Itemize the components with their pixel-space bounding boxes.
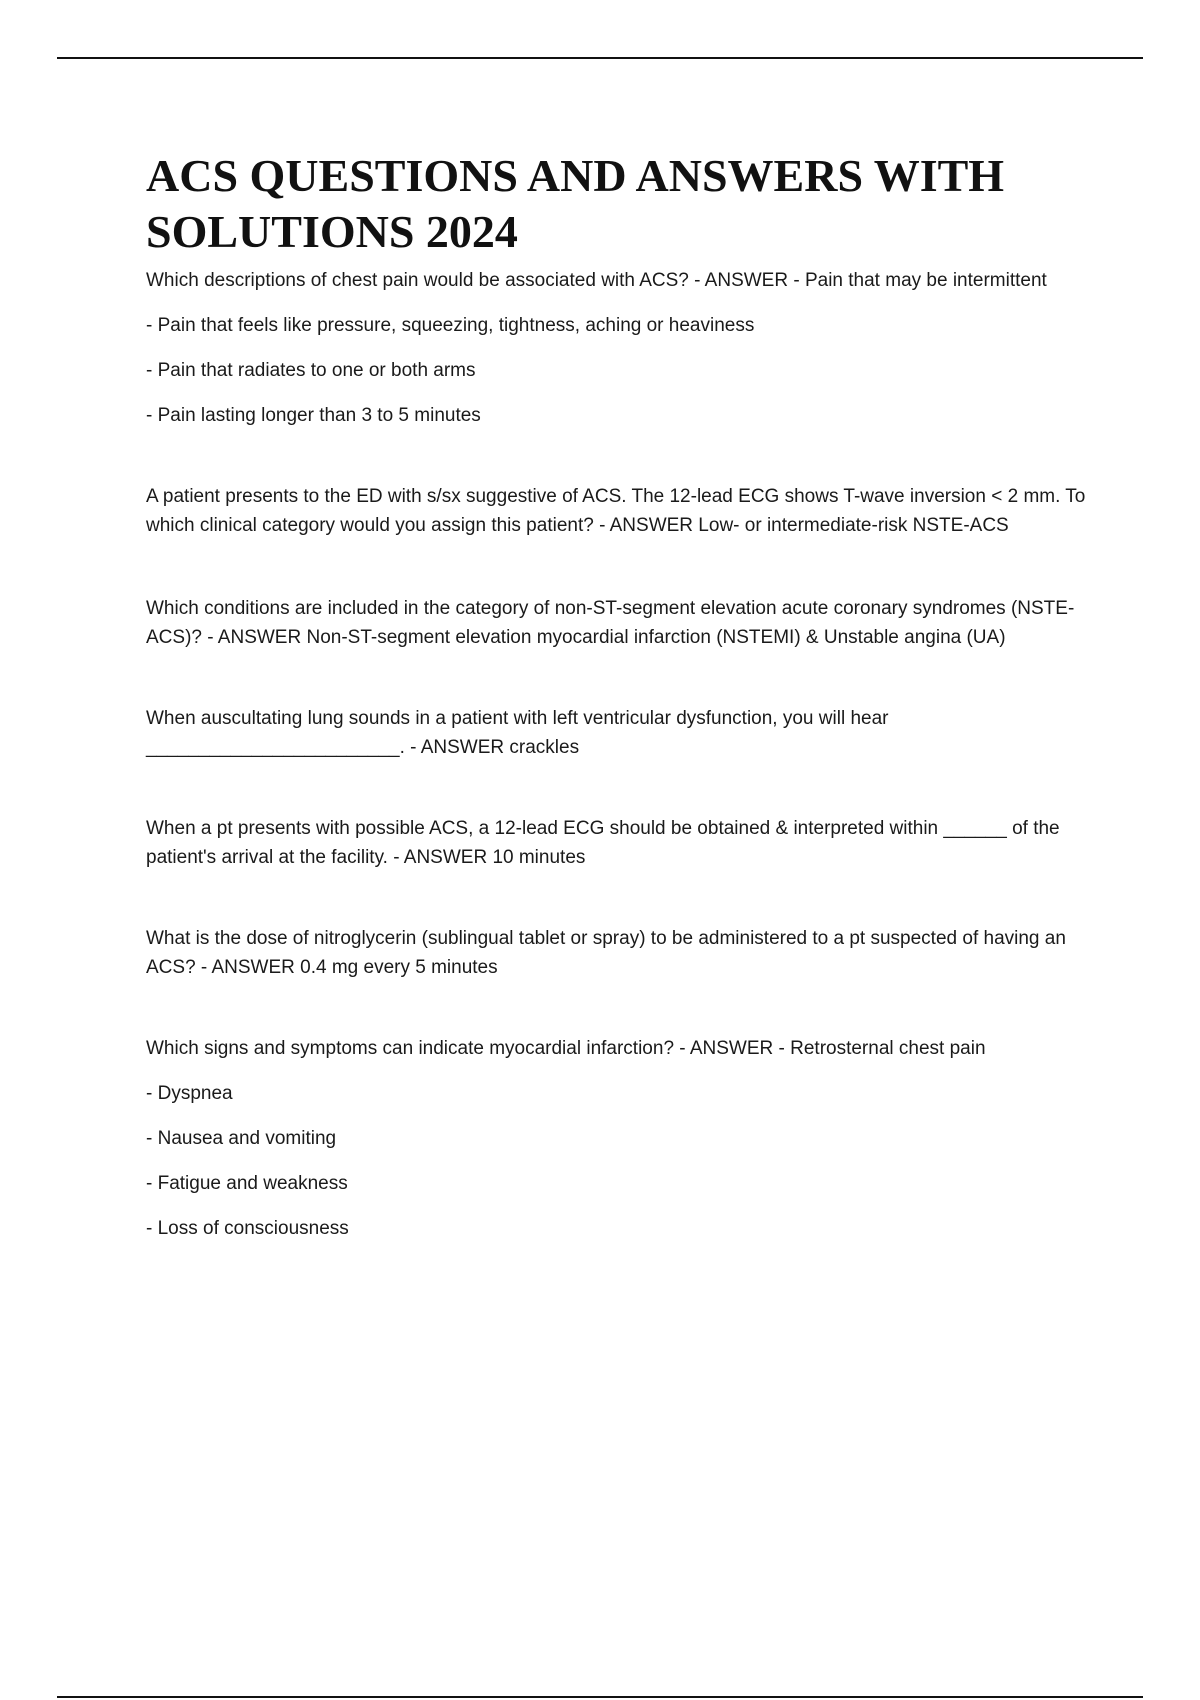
qa-item-4 xyxy=(146,704,1091,762)
qa-item-2 xyxy=(146,482,1091,540)
bottom-divider xyxy=(57,1696,1143,1698)
qa-text: A patient presents to the ED with s/sx suggestive of ACS. The 12-lead ECG shows T-wave inversion < 2 mm. To which clinical category would you assign this patient? - ANSWER Low- or intermediate-risk NSTE-ACS xyxy=(146,486,1086,536)
qa-item-1 xyxy=(146,266,1091,430)
qa-text: When a pt presents with possible ACS, a 12-lead ECG should be obtained & interpreted within ______ of the patient's arrival at the facility. - ANSWER 10 minutes xyxy=(146,818,1060,868)
qa-item-3 xyxy=(146,594,1091,652)
qa-item-6 xyxy=(146,924,1091,982)
document-title: ACS QUESTIONS AND ANSWERS WITH SOLUTIONS 2024 xyxy=(146,150,1005,257)
top-divider xyxy=(57,57,1143,59)
qa-bullet: - Pain lasting longer than 3 to 5 minutes xyxy=(146,405,481,426)
qa-bullet: - Pain that feels like pressure, squeezing, tightness, aching or heaviness xyxy=(146,315,755,336)
qa-bullet: - Fatigue and weakness xyxy=(146,1173,348,1194)
qa-item-5 xyxy=(146,814,1091,872)
qa-bullet: - Nausea and vomiting xyxy=(146,1128,337,1149)
qa-bullet: - Dyspnea xyxy=(146,1083,233,1104)
qa-text: Which conditions are included in the category of non-ST-segment elevation acute coronary syndromes (NSTE-ACS)? - ANSWER Non-ST-segment elevation myocardial infarction (NSTEMI) & Unstable angina (UA) xyxy=(146,598,1075,648)
qa-text: What is the dose of nitroglycerin (sublingual tablet or spray) to be administered to a pt suspected of having an ACS? - ANSWER 0.4 mg every 5 minutes xyxy=(146,928,1066,978)
qa-bullet: - Pain that radiates to one or both arms xyxy=(146,360,476,381)
qa-text: When auscultating lung sounds in a patient with left ventricular dysfunction, you will hear ________________________. - ANSWER crackles xyxy=(146,708,889,758)
qa-bullet: - Loss of consciousness xyxy=(146,1218,349,1239)
qa-text: Which descriptions of chest pain would be associated with ACS? - ANSWER - Pain that may be intermittent xyxy=(146,270,1047,291)
document-body xyxy=(146,148,1091,1243)
qa-text: Which signs and symptoms can indicate myocardial infarction? - ANSWER - Retrosternal chest pain xyxy=(146,1038,986,1059)
qa-item-7 xyxy=(146,1034,1091,1243)
